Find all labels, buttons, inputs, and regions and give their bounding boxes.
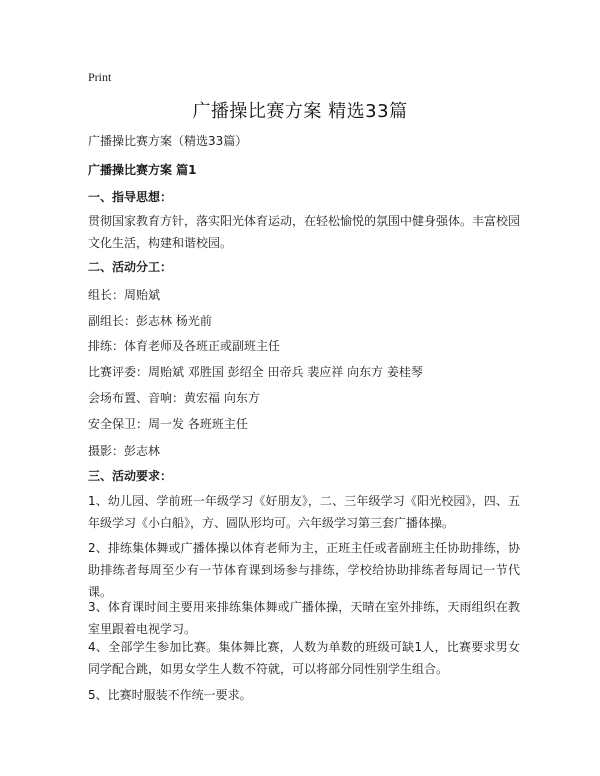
page-title: 广播操比赛方案 精选33篇 [192, 101, 408, 122]
print-link[interactable]: Print [88, 70, 112, 84]
division-item: 安全保卫：周一发 各班班主任 [88, 417, 248, 431]
requirement-item: 1、幼儿园、学前班一年级学习《好朋友》，二、三年级学习《阳光校园》，四、五年级学习《小白船》，方、圆队形均可。六年级学习第三套广播体操。 [88, 494, 520, 530]
division-heading: 二、活动分工： [88, 260, 173, 274]
guiding-heading: 一、指导思想： [88, 190, 173, 204]
division-item: 会场布置、音响：黄宏福 向东方 [88, 391, 260, 405]
requirement-item: 2、排练集体舞或广播体操以体育老师为主，正班主任或者副班主任协助排练，协助排练者每周至少有一节体育课到场参与排练，学校给协助排练者每周记一节代课。 [88, 541, 520, 599]
section-title: 广播操比赛方案 篇1 [88, 163, 197, 177]
division-item: 摄影：彭志林 [88, 444, 161, 458]
subtitle: 广播操比赛方案（精选33篇） [88, 134, 248, 148]
requirement-item: 4、全部学生参加比赛。集体舞比赛，人数为单数的班级可缺1人，比赛要求男女同学配合跳，如男女学生人数不符就，可以将部分同性别学生组合。 [88, 640, 520, 676]
division-item: 组长：周贻斌 [88, 288, 161, 302]
guiding-paragraph: 贯彻国家教育方针，落实阳光体育运动，在轻松愉悦的氛围中健身强体。丰富校园文化生活，构建和谐校园。 [88, 214, 521, 250]
division-item: 副组长：彭志林 杨光前 [88, 314, 212, 328]
division-item: 排练：体育老师及各班正或副班主任 [88, 339, 281, 353]
division-item: 比赛评委：周贻斌 邓胜国 彭绍全 田帝兵 裴应祥 向东方 姜桂琴 [88, 365, 423, 379]
requirement-item: 5、比赛时服装不作统一要求。 [88, 688, 252, 702]
requirement-item: 3、体育课时间主要用来排练集体舞或广播体操，天晴在室外排练，天雨组织在教室里跟着电视学习。 [88, 600, 520, 636]
requirements-heading: 三、活动要求： [88, 469, 173, 483]
